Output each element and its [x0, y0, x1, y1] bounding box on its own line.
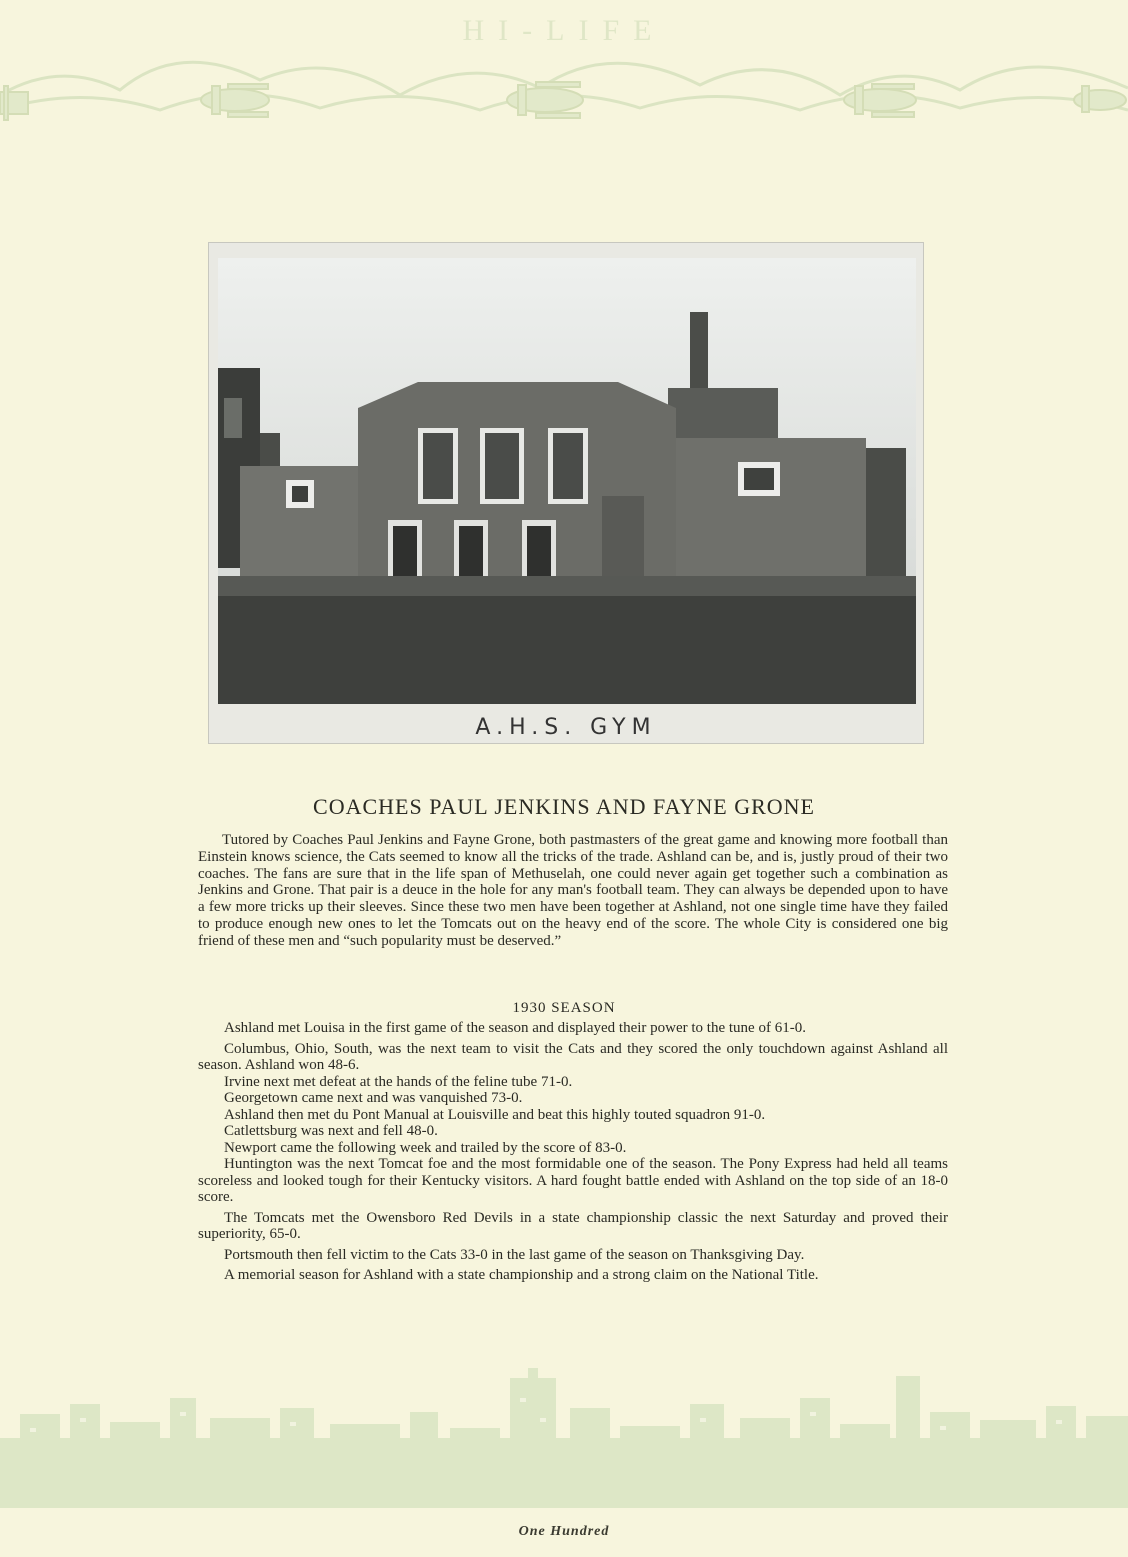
- season-paragraph: Georgetown came next and was vanquished 73-0.: [224, 1090, 523, 1106]
- season-paragraph: The Tomcats met the Owensboro Red Devils in a state championship classic the next Saturday and proved their superiority, 65-0.: [198, 1209, 948, 1242]
- masthead-title: HI-LIFE: [462, 14, 666, 47]
- photo-caption: A.H.S. GYM: [475, 715, 657, 740]
- season-paragraph: Huntington was the next Tomcat foe and the most formidable one of the season. The Pony Express had held all teams scoreless and looked tough for their Kentucky visitors. A hard fought battle ended with Ashland on the top side of an 18-0 score.: [198, 1156, 948, 1205]
- season-paragraph: Portsmouth then fell victim to the Cats 33-0 in the last game of the season on Thanksgiving Day.: [224, 1246, 805, 1263]
- masthead: [0, 0, 1128, 160]
- airplane-banner-illustration: [0, 0, 1128, 160]
- season-paragraph: A memorial season for Ashland with a state championship and a strong claim on the National Title.: [224, 1267, 819, 1283]
- article-title: COACHES PAUL JENKINS AND FAYNE GRONE: [313, 794, 815, 819]
- gym-photo-frame: [208, 242, 924, 744]
- season-heading: 1930 SEASON: [512, 1000, 616, 1016]
- season-paragraph: Irvine next met defeat at the hands of the feline tube 71-0.: [224, 1073, 573, 1090]
- season-paragraph: Ashland then met du Pont Manual at Louisville and beat this highly touted squadron 91-0.: [224, 1106, 766, 1123]
- gym-building-photo: [218, 258, 916, 704]
- season-paragraph: Newport came the following week and trailed by the score of 83-0.: [224, 1139, 627, 1156]
- season-paragraph: Columbus, Ohio, South, was the next team to visit the Cats and they scored the only touchdown against Ashland all season. Ashland won 48-6.: [198, 1040, 948, 1073]
- page-number: One Hundred: [518, 1524, 610, 1539]
- intro-paragraph: Tutored by Coaches Paul Jenkins and Fayne Grone, both pastmasters of the great game and knowing more football than Einstein knows science, the Cats seemed to know all the tricks of the trade. Ashland can be, and is, justly proud of their two coaches. The fans are sure that in the life span of Methuselah, one could never again get together such a combination as Jenkins and Grone. That pair is a deuce in the hole for any man's football team. They can always be depended upon to have a few more tricks up their sleeves. Since these two men have been together at Ashland, not one single time have they failed to produce enough new ones to let the Tomcats out on the heavy end of the score. The whole City is considered one big friend of these men and “such popularity must be deserved.”: [198, 832, 948, 949]
- season-recap: [198, 1020, 948, 1288]
- city-skyline-illustration: [0, 1368, 1128, 1508]
- season-paragraph: Catlettsburg was next and fell 48-0.: [224, 1123, 438, 1139]
- season-paragraph: Ashland met Louisa in the first game of the season and displayed their power to the tune of 61-0.: [224, 1020, 806, 1036]
- airplane-icon: [201, 84, 269, 117]
